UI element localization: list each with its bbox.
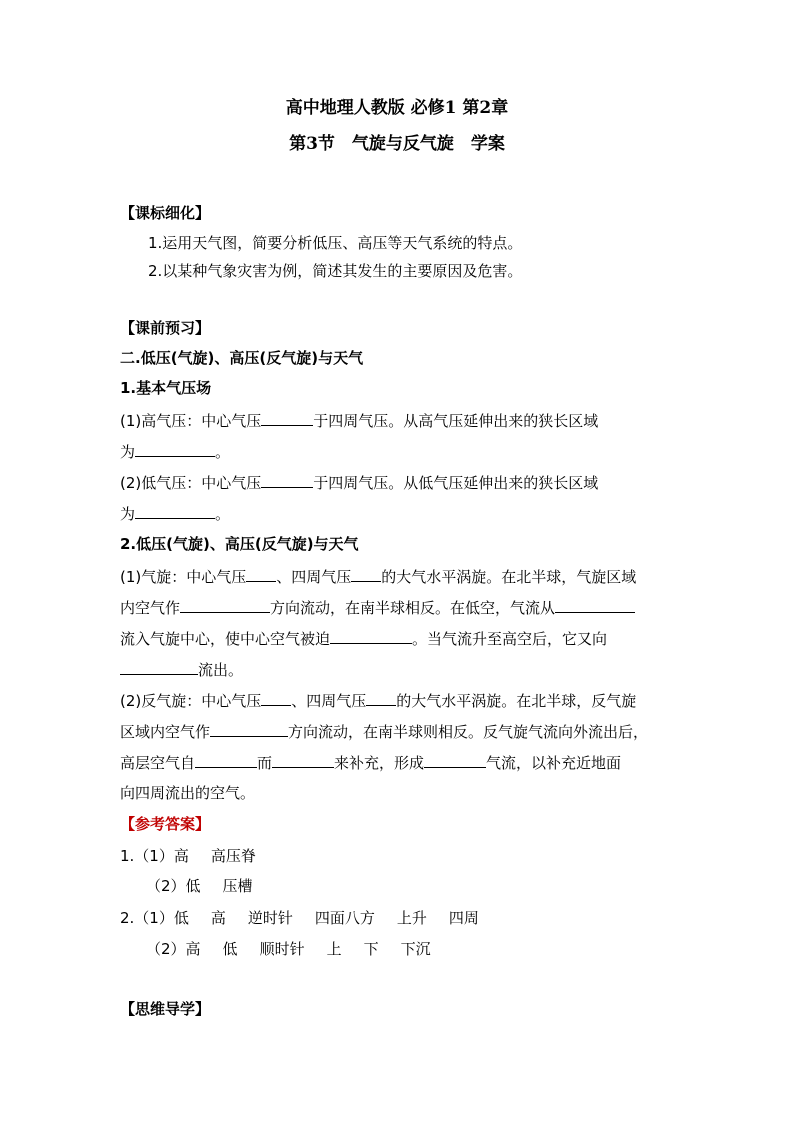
text: 方向流动，在南半球则相反。反气旋气流向外流出后， — [288, 723, 649, 741]
text: 高层空气自 — [120, 754, 196, 772]
text: (1)高气压：中心气压 — [120, 412, 262, 430]
blank[interactable] — [261, 690, 291, 706]
answer-cell: （2）低 — [146, 877, 201, 895]
text: 。当气流升至高空后，它又向 — [412, 630, 608, 648]
blank[interactable] — [261, 472, 313, 488]
blank[interactable] — [555, 597, 635, 613]
answer-cell: 压槽 — [222, 877, 253, 895]
blank[interactable] — [195, 752, 257, 768]
answer-cell: 顺时针 — [259, 940, 305, 958]
answer-row-2 — [146, 876, 253, 896]
text: 为 — [120, 505, 136, 523]
answer-cell: 四周 — [448, 909, 479, 927]
text: 内空气作 — [120, 599, 181, 617]
blank[interactable] — [120, 659, 198, 675]
blank[interactable] — [135, 503, 215, 519]
text: 区域内空气作 — [120, 723, 211, 741]
text: 的大气水平涡旋。在北半球，气旋区域 — [381, 568, 637, 586]
text: 流入气旋中心，使中心空气被迫 — [120, 630, 331, 648]
blank[interactable] — [351, 566, 381, 582]
sub1-title: 1.基本气压场 — [120, 379, 212, 397]
answer-row-3 — [120, 908, 479, 928]
anticyclone-line-4: 向四周流出的空气。 — [120, 784, 256, 802]
answer-cell: 高压脊 — [210, 847, 256, 865]
blank[interactable] — [246, 566, 276, 582]
answer-row-1 — [120, 846, 256, 866]
text: 、四周气压 — [276, 568, 352, 586]
text: 而 — [257, 754, 273, 772]
text: 于四周气压。从低气压延伸出来的狭长区域 — [313, 474, 599, 492]
low-pressure-line — [120, 472, 598, 493]
standards-item-2: 2.以某种气象灾害为例，简述其发生的主要原因及危害。 — [148, 262, 523, 280]
blank[interactable] — [424, 752, 486, 768]
text: (2)低气压：中心气压 — [120, 474, 262, 492]
answer-cell: 逆时针 — [247, 909, 293, 927]
blank[interactable] — [261, 410, 313, 426]
preview-heading: 【课前预习】 — [120, 319, 211, 337]
answer-row-4 — [146, 939, 431, 959]
sub2-title: 2.低压(气旋)、高压(反气旋)与天气 — [120, 535, 359, 553]
text: 气流，以补充近地面 — [486, 754, 622, 772]
answer-cell: 上升 — [396, 909, 427, 927]
answer-cell: 下沉 — [400, 940, 431, 958]
text: 。 — [215, 443, 231, 461]
anticyclone-line-2 — [120, 721, 648, 742]
cyclone-line-3 — [120, 628, 607, 649]
text: 为 — [120, 443, 136, 461]
answer-cell: 低 — [222, 940, 238, 958]
guide-heading: 【思维导学】 — [120, 1000, 211, 1018]
text: (1)气旋：中心气压 — [120, 568, 247, 586]
section-title: 二.低压(气旋)、高压(反气旋)与天气 — [120, 349, 364, 367]
standards-heading: 【课标细化】 — [120, 204, 211, 222]
text: 的大气水平涡旋。在北半球，反气旋 — [396, 692, 637, 710]
anticyclone-line-3 — [120, 752, 621, 773]
cyclone-line-1 — [120, 566, 636, 587]
anticyclone-line-1 — [120, 690, 636, 711]
text: 流出。 — [198, 661, 244, 679]
answers-heading: 【参考答案】 — [120, 815, 211, 833]
text: 来补充，形成 — [334, 754, 425, 772]
cyclone-line-4 — [120, 659, 243, 680]
page-subtitle: 第3节 气旋与反气旋 学案 — [289, 134, 505, 154]
blank[interactable] — [210, 721, 288, 737]
answer-cell: 1.（1）高 — [120, 847, 189, 865]
text: 于四周气压。从高气压延伸出来的狭长区域 — [313, 412, 599, 430]
answer-cell: 2.（1）低 — [120, 909, 189, 927]
answer-cell: 高 — [210, 909, 226, 927]
answer-cell: 上 — [326, 940, 342, 958]
text: 方向流动，在南半球相反。在低空，气流从 — [270, 599, 556, 617]
high-pressure-line — [120, 410, 598, 431]
answer-cell: 下 — [363, 940, 379, 958]
page-title: 高中地理人教版 必修1 第2章 — [285, 98, 509, 118]
blank[interactable] — [135, 441, 215, 457]
blank[interactable] — [330, 628, 412, 644]
blank[interactable] — [272, 752, 334, 768]
blank[interactable] — [180, 597, 270, 613]
standards-item-1: 1.运用天气图，简要分析低压、高压等天气系统的特点。 — [148, 234, 523, 252]
answer-cell: （2）高 — [146, 940, 201, 958]
text: 。 — [215, 505, 231, 523]
low-pressure-line-2 — [120, 503, 230, 524]
cyclone-line-2 — [120, 597, 635, 618]
text: (2)反气旋：中心气压 — [120, 692, 262, 710]
text: 、四周气压 — [291, 692, 367, 710]
high-pressure-line-2 — [120, 441, 230, 462]
blank[interactable] — [366, 690, 396, 706]
answer-cell: 四面八方 — [314, 909, 375, 927]
